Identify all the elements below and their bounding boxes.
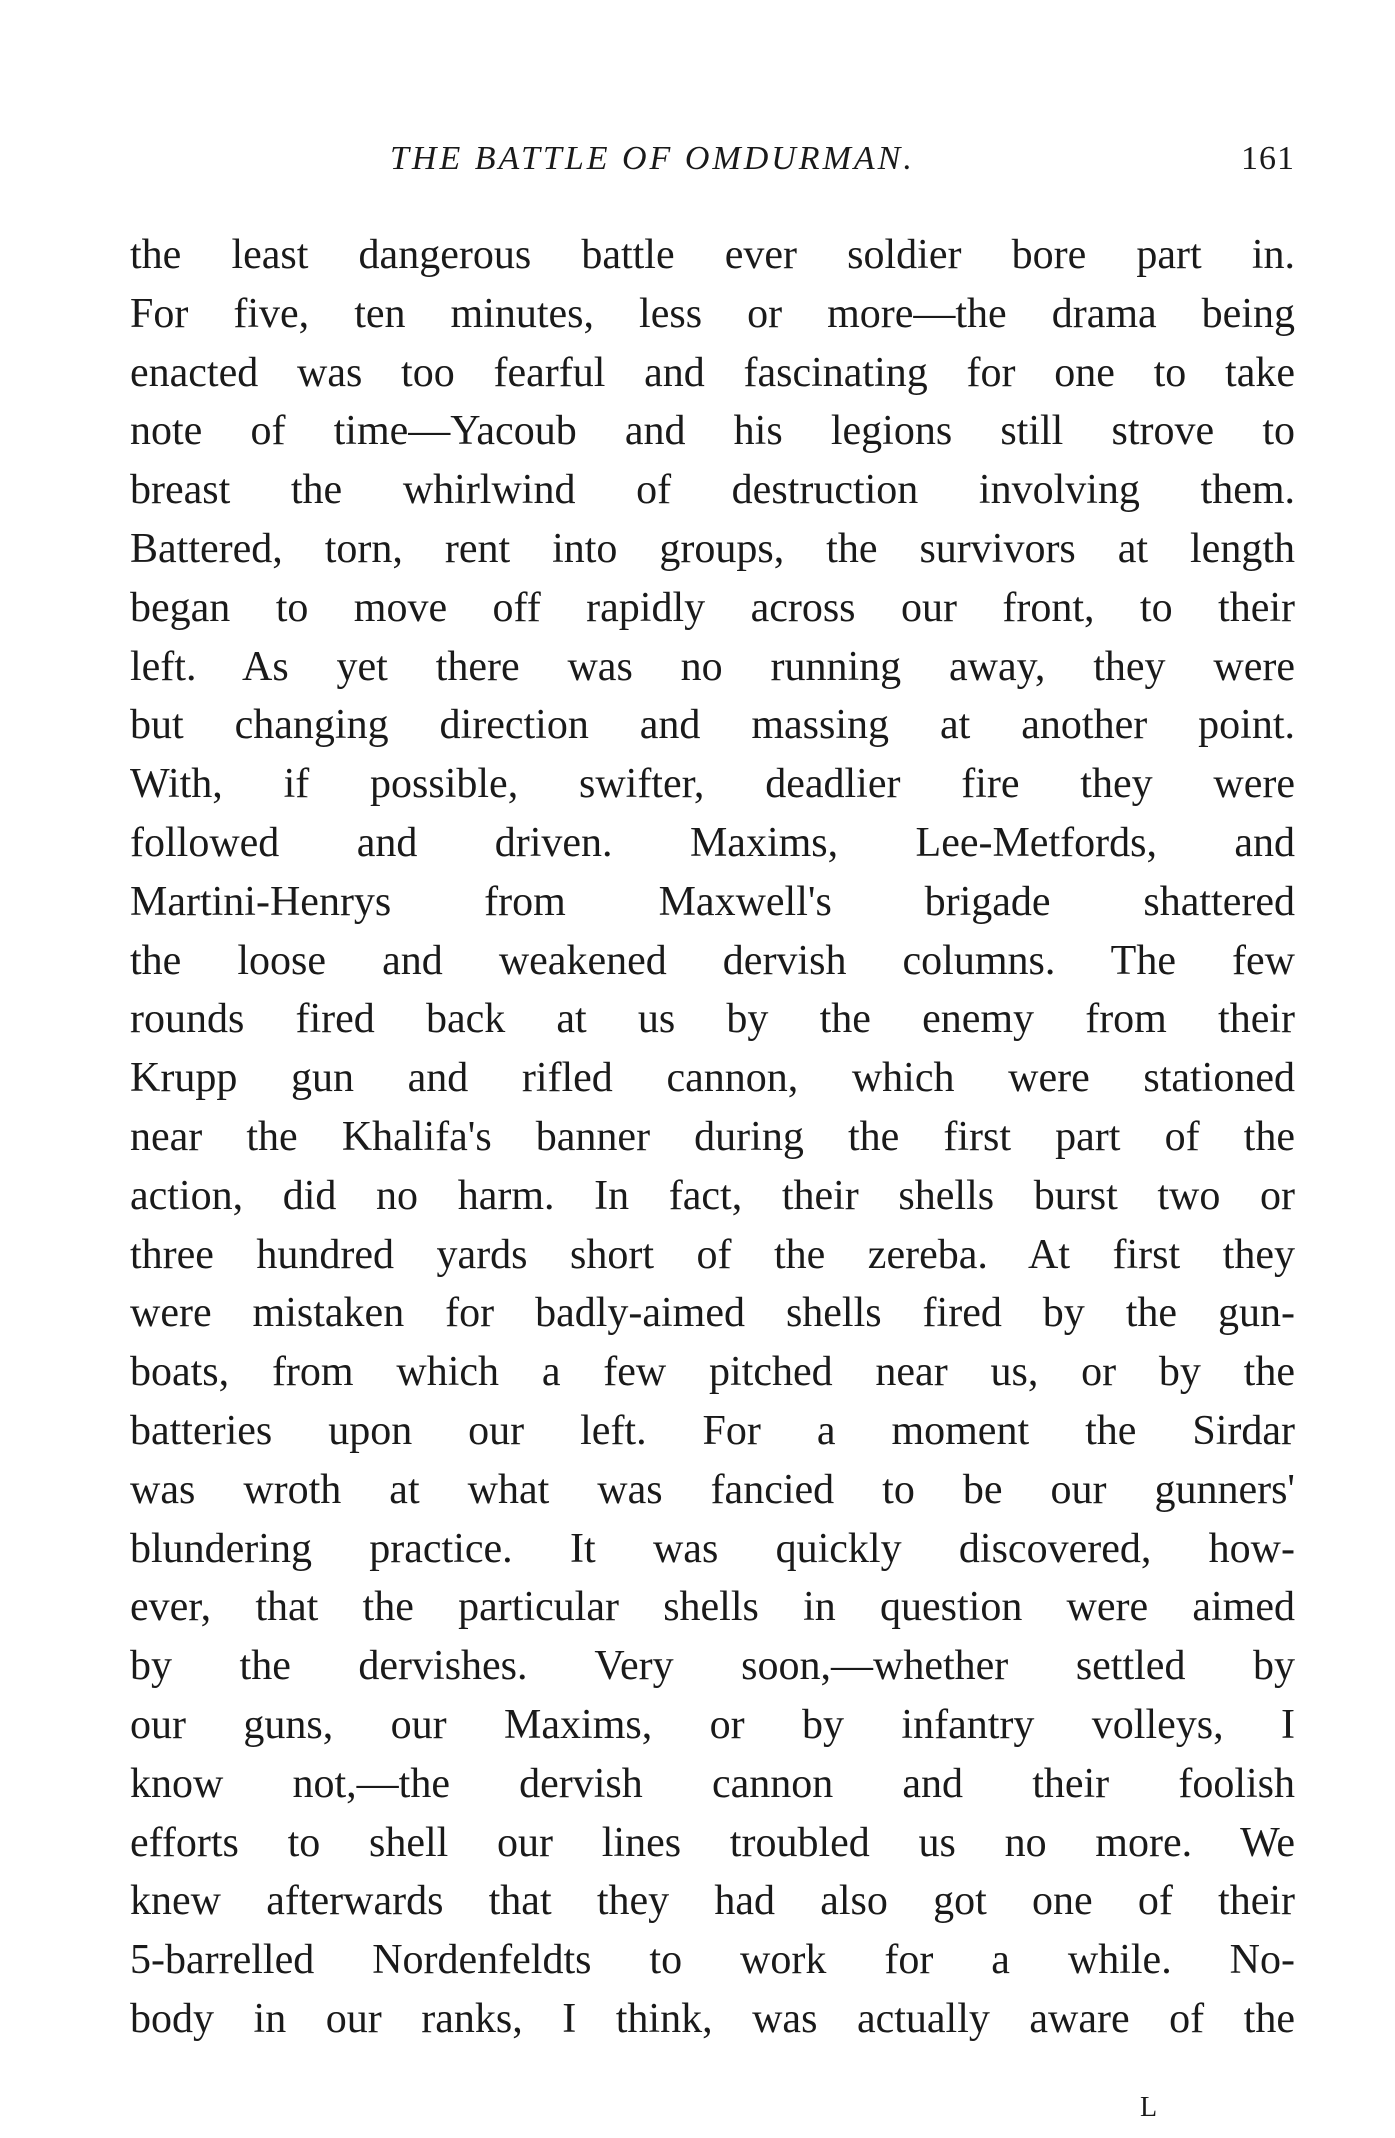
text-line: boats, from which a few pitched near us, or by the xyxy=(130,1349,1295,1396)
text-line: the least dangerous battle ever soldier bore part in. xyxy=(130,232,1295,278)
text-line: breast the whirlwind of destruction involving them. xyxy=(130,467,1295,514)
text-line: note of time—Yacoub and his legions still strove to xyxy=(130,408,1295,455)
text-line: know not,—the dervish cannon and their foolish xyxy=(130,1760,1295,1807)
text-line: our guns, our Maxims, or by infantry volleys, I xyxy=(130,1701,1295,1748)
text-line: began to move off rapidly across our front, to their xyxy=(130,584,1295,631)
text-line: Martini-Henrys from Maxwell's brigade shattered xyxy=(130,878,1295,925)
text-line: rounds fired back at us by the enemy from their xyxy=(130,996,1295,1043)
page-number: 161 xyxy=(1241,140,1295,177)
text-line: ever, that the particular shells in question were aimed xyxy=(130,1584,1295,1631)
text-line: by the dervishes. Very soon,—whether settled by xyxy=(130,1643,1295,1690)
text-line: For five, ten minutes, less or more—the drama being xyxy=(130,290,1295,337)
text-line: three hundred yards short of the zereba. At first they xyxy=(130,1231,1295,1278)
text-line: near the Khalifa's banner during the first part of the xyxy=(130,1113,1295,1160)
text-line: body in our ranks, I think, was actually aware of the xyxy=(130,1995,1295,2042)
text-line: enacted was too fearful and fascinating for one to take xyxy=(130,349,1295,396)
text-line: left. As yet there was no running away, they were xyxy=(130,643,1295,690)
text-line: the loose and weakened dervish columns. The few xyxy=(130,937,1295,984)
text-line: action, did no harm. In fact, their shells burst two or xyxy=(130,1172,1295,1219)
text-line: With, if possible, swifter, deadlier fire they were xyxy=(130,761,1295,808)
text-line: blundering practice. It was quickly discovered, how- xyxy=(130,1525,1295,1572)
text-line: Battered, torn, rent into groups, the survivors at length xyxy=(130,525,1295,572)
running-head xyxy=(130,140,1295,190)
running-title: THE BATTLE OF OMDURMAN. xyxy=(390,140,915,177)
text-line: knew afterwards that they had also got one of their xyxy=(130,1878,1295,1925)
text-line: 5-barrelled Nordenfeldts to work for a while. No- xyxy=(130,1937,1295,1984)
text-line: were mistaken for badly-aimed shells fired by the gun- xyxy=(130,1290,1295,1337)
body-text xyxy=(130,226,1295,2049)
text-line: followed and driven. Maxims, Lee-Metfords, and xyxy=(130,819,1295,866)
text-line: was wroth at what was fancied to be our gunners' xyxy=(130,1466,1295,1513)
text-line: batteries upon our left. For a moment the Sirdar xyxy=(130,1407,1295,1454)
signature-mark: L xyxy=(1140,2092,1160,2123)
text-line: efforts to shell our lines troubled us no more. We xyxy=(130,1819,1295,1866)
text-line: Krupp gun and rifled cannon, which were stationed xyxy=(130,1055,1295,1102)
text-line: but changing direction and massing at another point. xyxy=(130,702,1295,749)
